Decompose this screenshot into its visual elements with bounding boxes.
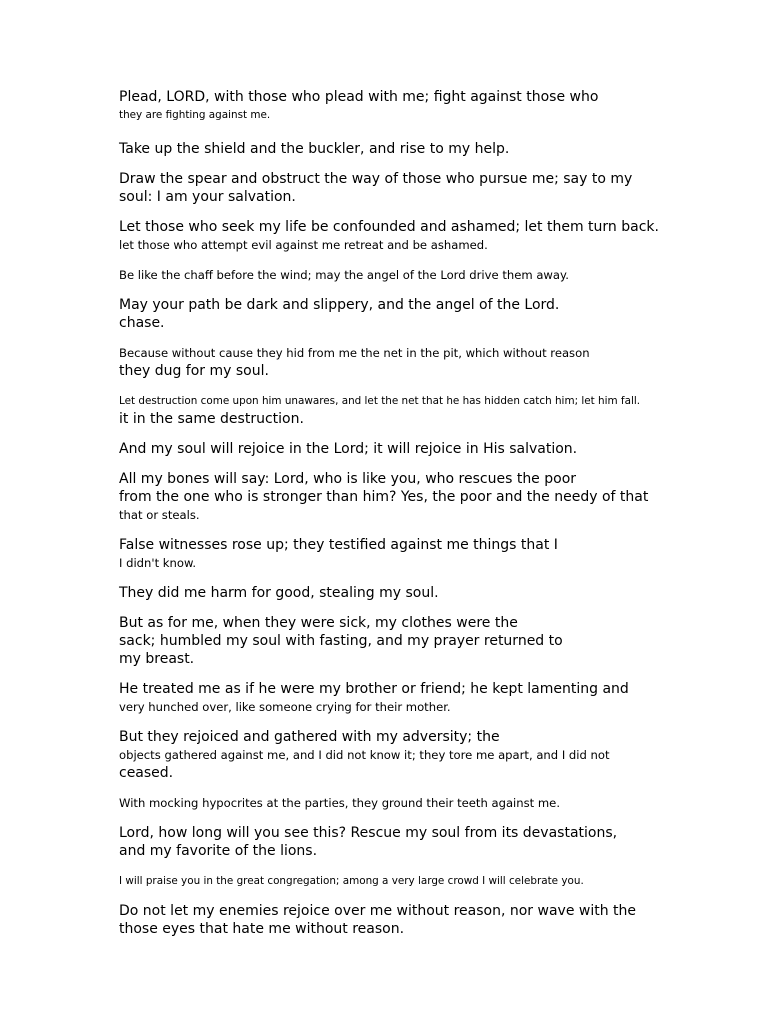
paragraph xyxy=(119,392,640,428)
paragraph xyxy=(119,794,560,812)
text-line: ceased. xyxy=(119,765,174,781)
text-line: Plead, LORD, with those who plead with me; fight against those who xyxy=(119,89,599,105)
text-line: Draw the spear and obstruct the way of those who pursue me; say to my xyxy=(119,171,633,187)
text-line: With mocking hypocrites at the parties, they ground their teeth against me. xyxy=(119,796,561,810)
paragraph xyxy=(119,902,636,938)
text-line: chase. xyxy=(119,315,165,331)
paragraph xyxy=(119,470,648,524)
paragraph xyxy=(119,266,569,284)
paragraph xyxy=(119,728,610,782)
text-line: Be like the chaff before the wind; may the angel of the Lord drive them away. xyxy=(119,268,569,282)
text-line: let those who attempt evil against me retreat and be ashamed. xyxy=(119,238,488,252)
text-line: sack; humbled my soul with fasting, and my prayer returned to xyxy=(119,633,563,649)
text-line: and my favorite of the lions. xyxy=(119,843,318,859)
paragraph xyxy=(119,296,559,332)
text-line: But they rejoiced and gathered with my adversity; the xyxy=(119,729,500,745)
text-line: Let those who seek my life be confounded and ashamed; let them turn back. xyxy=(119,219,659,235)
paragraph xyxy=(119,344,590,380)
text-line: Do not let my enemies rejoice over me without reason, nor wave with the xyxy=(119,903,637,919)
text-line: it in the same destruction. xyxy=(119,411,304,427)
text-line: they dug for my soul. xyxy=(119,363,269,379)
paragraph xyxy=(119,440,577,458)
paragraph xyxy=(119,218,659,254)
text-line: He treated me as if he were my brother or friend; he kept lamenting and xyxy=(119,681,629,697)
text-line: Let destruction come upon him unawares, and let the net that he has hidden catch him; let him fall. xyxy=(119,395,641,407)
paragraph xyxy=(119,680,629,716)
paragraph xyxy=(119,536,558,572)
text-line: objects gathered against me, and I did not know it; they tore me apart, and I did not xyxy=(119,748,610,762)
paragraph xyxy=(119,88,598,124)
text-line: very hunched over, like someone crying for their mother. xyxy=(119,700,451,714)
text-line: But as for me, when they were sick, my clothes were the xyxy=(119,615,518,631)
text-line: from the one who is stronger than him? Yes, the poor and the needy of that xyxy=(119,489,649,505)
text-line: Because without cause they hid from me the net in the pit, which without reason xyxy=(119,346,590,360)
text-line: All my bones will say: Lord, who is like you, who rescues the poor xyxy=(119,471,577,487)
text-line: I didn't know. xyxy=(119,556,197,570)
text-line: May your path be dark and slippery, and the angel of the Lord. xyxy=(119,297,560,313)
paragraph xyxy=(119,824,617,860)
text-line: that or steals. xyxy=(119,508,200,522)
paragraph xyxy=(119,170,632,206)
text-line: those eyes that hate me without reason. xyxy=(119,921,405,937)
text-line: my breast. xyxy=(119,651,195,667)
text-line: False witnesses rose up; they testified against me things that I xyxy=(119,537,558,553)
text-line: They did me harm for good, stealing my soul. xyxy=(119,585,439,601)
paragraph xyxy=(119,140,509,158)
text-line: I will praise you in the great congregation; among a very large crowd I will celebrate you. xyxy=(119,875,584,887)
text-line: they are fighting against me. xyxy=(119,109,271,121)
text-line: Take up the shield and the buckler, and rise to my help. xyxy=(119,141,510,157)
text-line: soul: I am your salvation. xyxy=(119,189,296,205)
text-line: Lord, how long will you see this? Rescue my soul from its devastations, xyxy=(119,825,618,841)
text-line: And my soul will rejoice in the Lord; it will rejoice in His salvation. xyxy=(119,441,578,457)
paragraph xyxy=(119,614,563,668)
paragraph xyxy=(119,584,439,602)
paragraph xyxy=(119,872,584,890)
